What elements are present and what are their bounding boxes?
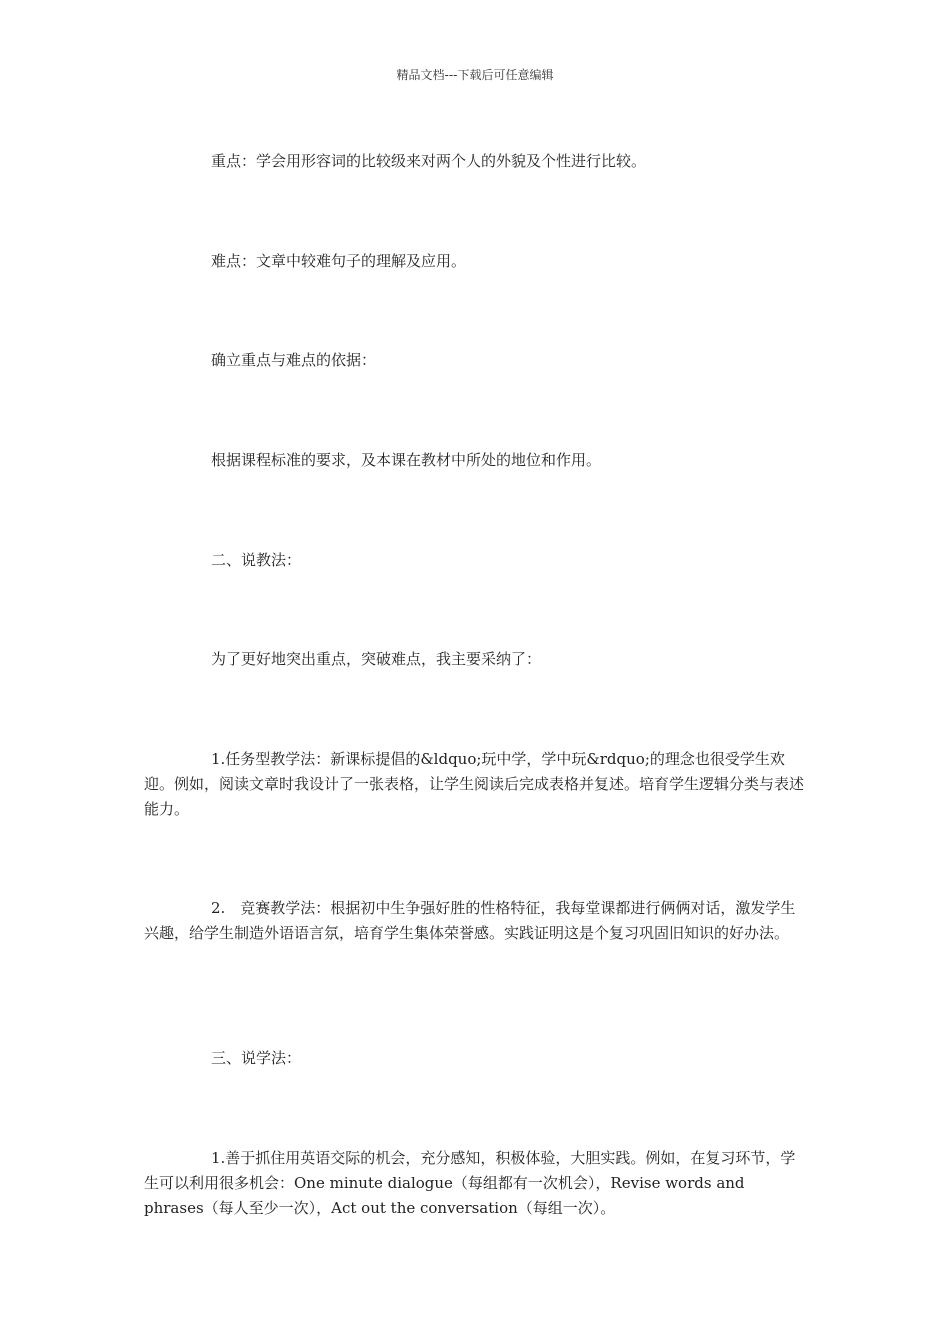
section-heading-learning-method: 三、说学法：	[211, 1049, 302, 1067]
section-heading-teaching-method: 二、说教法：	[211, 551, 302, 569]
paragraph-method-intro: 为了更好地突出重点，突破难点，我主要采纳了：	[211, 650, 542, 668]
paragraph-key-point: 重点：学会用形容词的比较级来对两个人的外貌及个性进行比较。	[211, 152, 647, 170]
paragraph-basis: 根据课程标准的要求，及本课在教材中所处的地位和作用。	[211, 451, 602, 469]
paragraph-task-method: 1.任务型教学法：新课标提倡的&ldquo;玩中学，学中玩&rdquo;的理念也很受学生欢迎。例如，阅读文章时我设计了一张表格，让学生阅读后完成表格并复述。培育学生逻辑分类与表述能力。	[144, 750, 805, 818]
paragraph-learning-method-1: 1.善于抓住用英语交际的机会，充分感知，积极体验，大胆实践。例如，在复习环节，学生可以利用很多机会：One minute dialogue（每组都有一次机会），Revise words and phrases（每人至少一次），Act out the conversation（每组一次）。	[144, 1149, 796, 1217]
paragraph-basis-heading: 确立重点与难点的依据：	[211, 351, 377, 369]
page-header: 精品文档---下载后可任意编辑	[396, 68, 554, 82]
paragraph-competition-method: 2. 竞赛教学法：根据初中生争强好胜的性格特征，我每堂课都进行俩俩对话，激发学生兴趣，给学生制造外语语言氛，培育学生集体荣誉感。实践证明这是个复习巩固旧知识的好办法。	[144, 899, 796, 942]
paragraph-difficulty: 难点：文章中较难句子的理解及应用。	[211, 252, 467, 270]
